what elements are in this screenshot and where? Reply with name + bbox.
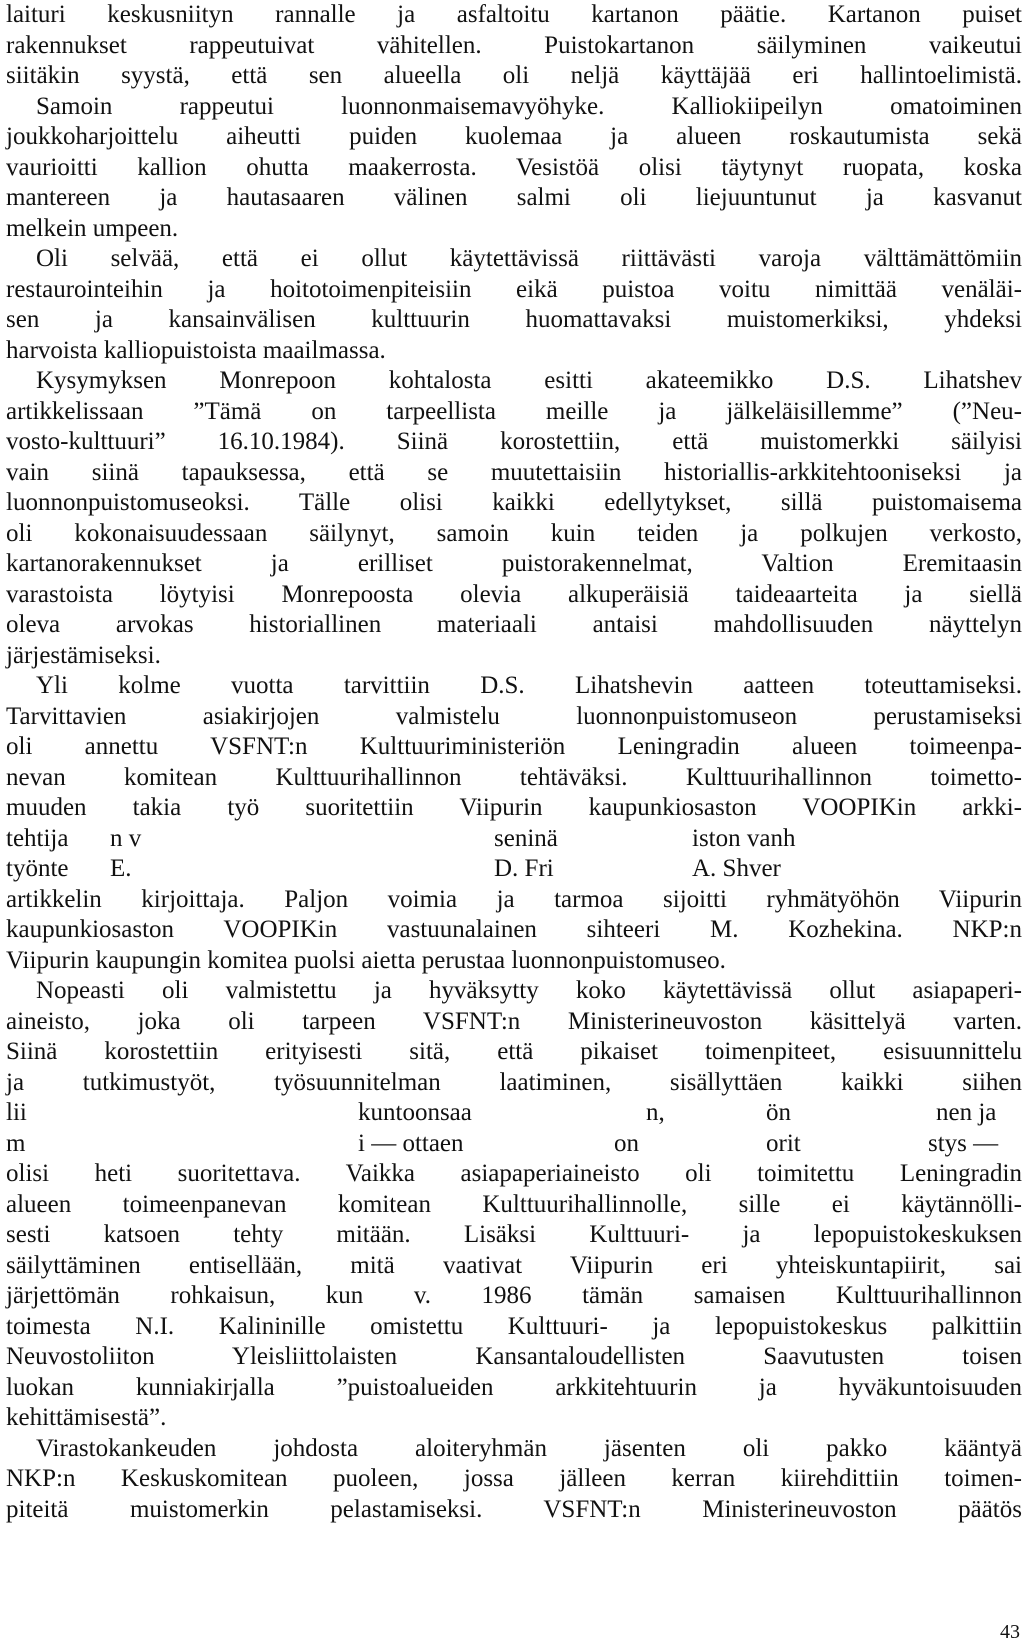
text-line: sen ja kansainvälisen kulttuurin huomattavaksi muistomerkiksi, yhdeksi — [6, 306, 1022, 333]
text-line-fragmented — [6, 1098, 1022, 1129]
text-line: Viipurin kaupungin komitea puolsi aietta perustaa luonnonpuistomuseo. — [6, 946, 726, 974]
text-line: kartanorakennukset ja erilliset puistorakennelmat, Valtion Eremitaasin — [6, 550, 1022, 577]
body-text — [6, 0, 1022, 1525]
text-fragment: nen ja — [936, 1099, 997, 1126]
text-line: vaurioitti kallion ohutta maakerrosta. Vesistöä olisi täytynyt ruopata, koska — [6, 153, 1022, 181]
text-line: varastoista löytyisi Monrepoosta olevia alkuperäisiä taideaarteita ja siellä — [6, 580, 1022, 608]
text-line: vain siinä tapauksessa, että se muutettaisiin historiallis-arkkitehtooniseksi ja — [6, 458, 1022, 486]
text-line: järjettömän rohkaisun, kun v. 1986 tämän samaisen Kulttuurihallinnon — [6, 1282, 1022, 1309]
text-line: joukkoharjoittelu aiheutti puiden kuolemaa ja alueen roskautumista sekä — [6, 123, 1022, 150]
text-line: rakennukset rappeutuivat vähitellen. Puistokartanon säilyminen vaikeutui — [6, 31, 1022, 59]
text-line: toimesta N.I. Kalininille omistettu Kulttuuri- ja lepopuistokeskus palkittiin — [6, 1312, 1022, 1340]
text-fragment: n v — [110, 824, 142, 852]
text-line: Kysymyksen Monrepoon kohtalosta esitti akateemikko D.S. Lihatshev — [36, 367, 1022, 394]
text-fragment: stys — — [928, 1129, 999, 1157]
text-line: artikkelin kirjoittaja. Paljon voimia ja tarmoa sijoitti ryhmätyöhön Viipurin — [6, 885, 1022, 913]
text-fragment: lii — [6, 1099, 27, 1126]
text-line: alueen toimeenpanevan komitean Kulttuurihallinnolle, sille ei käytännölli- — [6, 1190, 1022, 1218]
text-fragment: n, — [646, 1099, 665, 1126]
text-line: laituri keskusniityn rannalle ja asfaltoitu kartanon päätie. Kartanon puiset — [6, 1, 1022, 28]
page-number: 43 — [1000, 1621, 1020, 1643]
text-fragment: ön — [766, 1099, 791, 1126]
text-line: Neuvostoliiton Yleisliittolaisten Kansantaloudellisten Saavutusten toisen — [6, 1343, 1022, 1370]
text-fragment: seninä — [494, 824, 558, 852]
text-fragment: tehtija — [6, 824, 69, 852]
text-line: Tarvittavien asiakirjojen valmistelu luonnonpuistomuseon perustamiseksi — [6, 702, 1022, 730]
text-line: Nopeasti oli valmistettu ja hyväksytty koko käytettävissä ollut asiapaperi- — [36, 977, 1022, 1004]
text-line-fragmented — [6, 854, 1022, 885]
text-fragment: A. Shver — [692, 855, 781, 882]
text-fragment: E. — [110, 855, 132, 882]
text-line: Yli kolme vuotta tarvittiin D.S. Lihatshevin aatteen toteuttamiseksi. — [36, 672, 1022, 699]
text-line: harvoista kalliopuistoista maailmassa. — [6, 336, 386, 364]
text-fragment: on — [614, 1129, 639, 1157]
text-line: luokan kunniakirjalla ”puistoalueiden arkkitehtuurin ja hyväkuntoisuuden — [6, 1373, 1022, 1401]
text-line: oleva arvokas historiallinen materiaali antaisi mahdollisuuden näyttelyn — [6, 611, 1022, 638]
text-line: oli annettu VSFNT:n Kulttuuriministeriön Leningradin alueen toimeenpa- — [6, 733, 1022, 760]
text-line-fragmented — [6, 1129, 1022, 1160]
text-line: Siinä korostettiin erityisesti sitä, että pikaiset toimenpiteet, esisuunnittelu — [6, 1038, 1022, 1065]
text-line: aineisto, joka oli tarpeen VSFNT:n Ministerineuvoston käsittelyä varten. — [6, 1007, 1022, 1035]
text-line: melkein umpeen. — [6, 214, 179, 242]
text-line: Virastokankeuden johdosta aloiteryhmän jäsenten oli pakko kääntyä — [36, 1434, 1022, 1462]
text-line: järjestämiseksi. — [6, 641, 161, 669]
text-line: Oli selvää, että ei ollut käytettävissä riittävästi varoja välttämättömiin — [36, 245, 1022, 272]
text-line: ja tutkimustyöt, työsuunnitelman laatiminen, sisällyttäen kaikki siihen — [6, 1068, 1022, 1096]
text-fragment: orit — [766, 1129, 801, 1157]
text-line: sesti katsoen tehty mitään. Lisäksi Kulttuuri- ja lepopuistokeskuksen — [6, 1221, 1022, 1248]
text-line: säilyttäminen entisellään, mitä vaativat Viipurin eri yhteiskuntapiirit, sai — [6, 1251, 1022, 1279]
text-fragment: m — [6, 1129, 26, 1157]
text-line: mantereen ja hautasaaren välinen salmi oli liejuuntunut ja kasvanut — [6, 184, 1022, 211]
text-fragment: D. Fri — [494, 855, 554, 882]
text-fragment: työnte — [6, 855, 69, 882]
text-line-fragmented — [6, 824, 1022, 855]
text-line: Samoin rappeutui luonnonmaisemavyöhyke. Kalliokiipeilyn omatoiminen — [36, 92, 1022, 120]
text-line: vosto-kulttuuri” 16.10.1984). Siinä korostettiin, että muistomerkki säilyisi — [6, 428, 1022, 455]
text-line: NKP:n Keskuskomitean puoleen, jossa jälleen kerran kiirehdittiin toimen- — [6, 1465, 1022, 1492]
text-line: muuden takia työ suoritettiin Viipurin kaupunkiosaston VOOPIKin arkki- — [6, 794, 1022, 821]
text-fragment: iston vanh — [692, 824, 796, 852]
text-fragment: i — ottaen — [358, 1129, 464, 1157]
text-line: kaupunkiosaston VOOPIKin vastuunalainen sihteeri M. Kozhekina. NKP:n — [6, 916, 1022, 943]
text-line: olisi heti suoritettava. Vaikka asiapaperiaineisto oli toimitettu Leningradin — [6, 1160, 1022, 1187]
text-line: kehittämisestä”. — [6, 1404, 167, 1431]
text-line: nevan komitean Kulttuurihallinnon tehtäväksi. Kulttuurihallinnon toimetto- — [6, 763, 1022, 791]
text-line: restaurointeihin ja hoitotoimenpiteisiin eikä puistoa voitu nimittää venäläi- — [6, 275, 1022, 303]
text-line: siitäkin syystä, että sen alueella oli neljä käyttäjää eri hallintoelimistä. — [6, 62, 1022, 89]
text-line: piteitä muistomerkin pelastamiseksi. VSFNT:n Ministerineuvoston päätös — [6, 1495, 1022, 1523]
text-line: artikkelissaan ”Tämä on tarpeellista meille ja jälkeläisillemme” (”Neu- — [6, 397, 1022, 425]
text-line: luonnonpuistomuseoksi. Tälle olisi kaikki edellytykset, sillä puistomaisema — [6, 489, 1022, 516]
text-line: oli kokonaisuudessaan säilynyt, samoin kuin teiden ja polkujen verkosto, — [6, 519, 1022, 547]
text-fragment: kuntoonsaa — [358, 1099, 472, 1126]
